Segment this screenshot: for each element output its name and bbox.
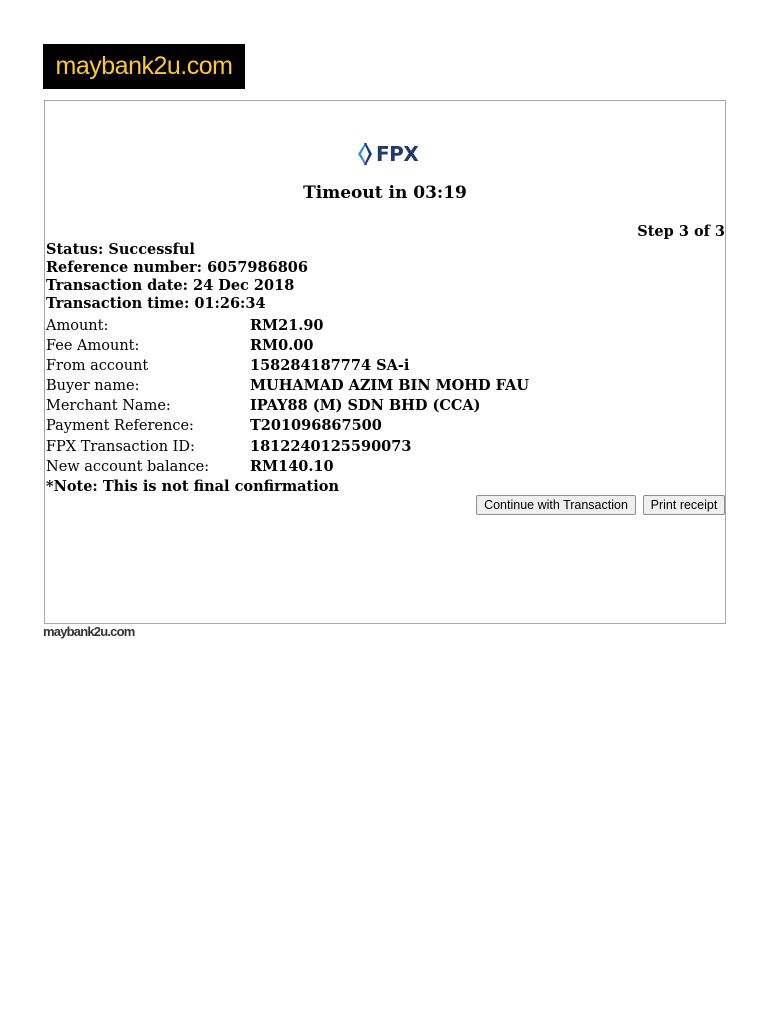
detail-row-fpx-transaction-id: [46, 437, 529, 457]
transaction-date-line: Transaction date: 24 Dec 2018: [46, 277, 295, 294]
detail-value: 158284187774 SA-i: [250, 357, 410, 375]
detail-label: Merchant Name:: [46, 398, 171, 415]
fpx-logo: [357, 141, 418, 167]
transaction-panel: [44, 100, 726, 624]
confirmation-note: *Note: This is not final confirmation: [46, 478, 339, 495]
detail-value: T201096867500: [250, 417, 382, 435]
detail-label: From account: [46, 358, 149, 375]
transaction-details: [46, 316, 529, 477]
status-line: Status: Successful: [46, 241, 195, 258]
step-indicator: Step 3 of 3: [637, 223, 725, 240]
detail-value: RM21.90: [250, 317, 324, 334]
detail-row-new-balance: [46, 457, 529, 477]
detail-label: Payment Reference:: [46, 418, 194, 435]
detail-row-payment-reference: [46, 416, 529, 436]
detail-value: RM140.10: [250, 457, 334, 475]
transaction-time-line: Transaction time: 01:26:34: [46, 295, 266, 312]
fpx-chevron-icon: [357, 142, 373, 166]
detail-label: Buyer name:: [46, 378, 140, 395]
maybank2u-logo: [43, 44, 245, 89]
detail-value: 1812240125590073: [250, 437, 412, 455]
detail-label: New account balance:: [46, 458, 210, 475]
print-receipt-button[interactable]: Print receipt: [643, 495, 725, 515]
detail-row-amount: [46, 316, 529, 336]
detail-label: Amount:: [46, 318, 109, 334]
detail-value: IPAY88 (M) SDN BHD (CCA): [250, 397, 481, 415]
detail-row-merchant-name: [46, 396, 529, 416]
footer-maybank2u-logo: maybank2u.com: [43, 624, 135, 639]
detail-row-fee: [46, 336, 529, 356]
fpx-label: FPX: [376, 142, 419, 166]
status-block: [46, 241, 308, 313]
detail-value: RM0.00: [250, 337, 314, 355]
continue-transaction-button[interactable]: Continue with Transaction: [476, 495, 636, 515]
detail-value: MUHAMAD AZIM BIN MOHD FAU: [250, 377, 529, 395]
detail-row-buyer-name: [46, 376, 529, 396]
detail-label: FPX Transaction ID:: [46, 438, 195, 455]
detail-row-from-account: [46, 356, 529, 376]
maybank2u-logo-text: maybank2u.com: [55, 52, 233, 80]
timeout-countdown: Timeout in 03:19: [303, 183, 467, 203]
detail-label: Fee Amount:: [46, 338, 140, 355]
reference-number-line: Reference number: 6057986806: [46, 259, 308, 276]
